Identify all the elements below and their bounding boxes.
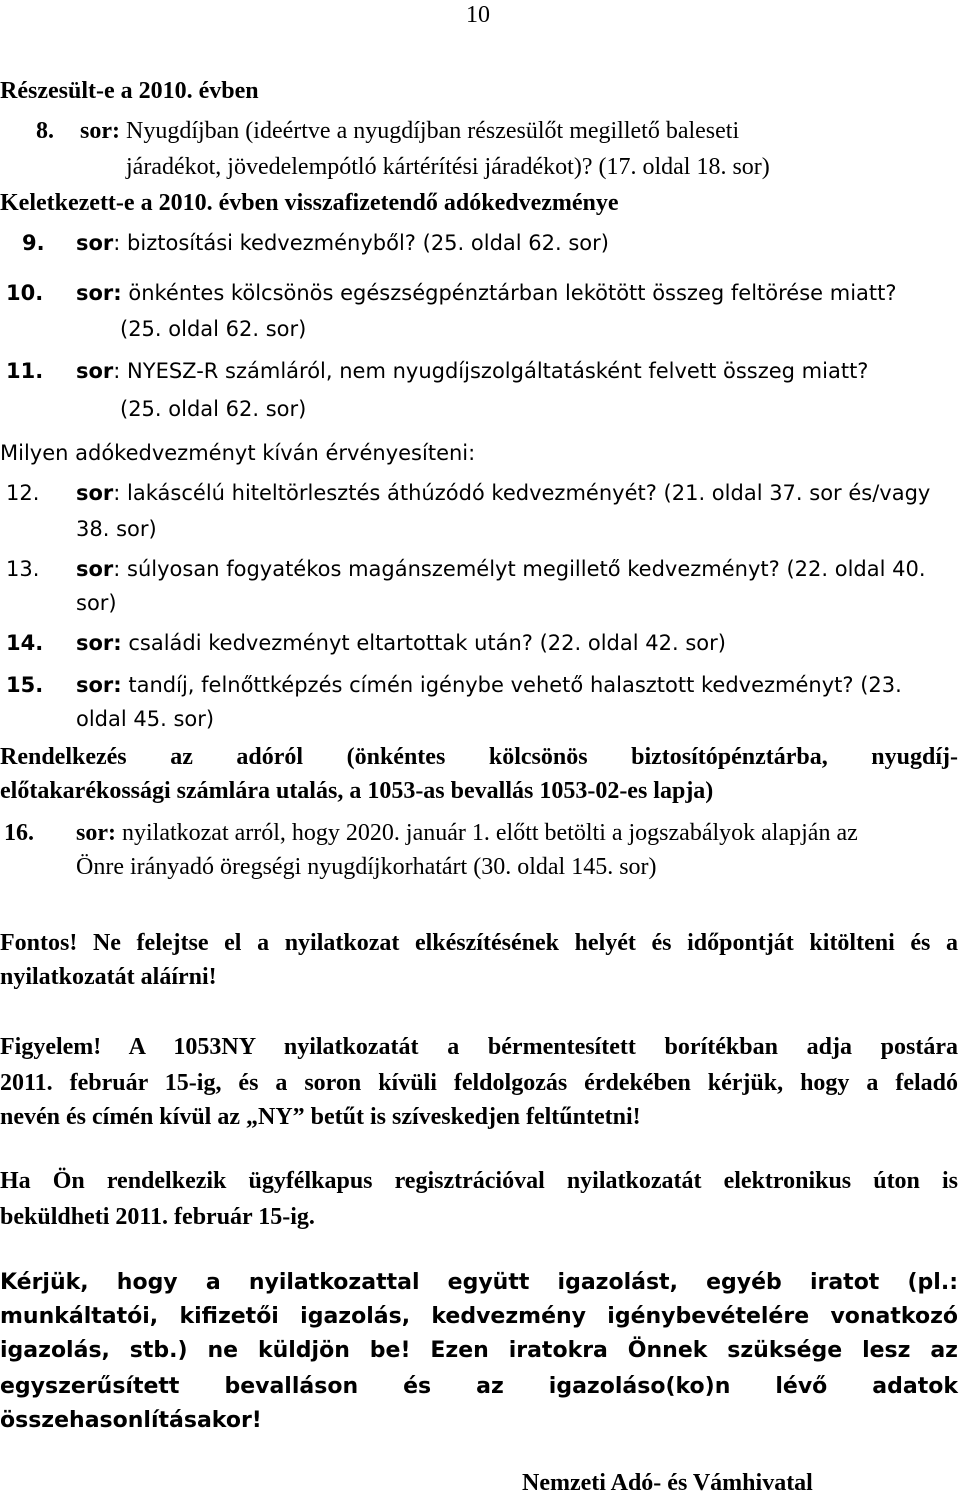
item-text: sor: nyilatkozat arról, hogy 2020. január 1. előtt betölti a jogszabályok alapján az	[76, 820, 858, 846]
list-item-11-continuation: (25. oldal 62. sor)	[120, 397, 307, 421]
item-text: sor: lakáscélú hiteltörlesztés áthúzódó kedvezményét? (21. oldal 37. sor és/vagy	[76, 481, 931, 505]
note-figyelem-line1: Figyelem! A 1053NY nyilatkozatát a bérmentesített borítékban adja postára	[0, 1034, 958, 1060]
note-ugyfelkapu-line1: Ha Ön rendelkezik ügyfélkapus regisztrációval nyilatkozatát elektronikus úton is	[0, 1168, 958, 1194]
item-number: 12.	[6, 481, 40, 505]
item-number: 11.	[6, 359, 44, 383]
note-ugyfelkapu-line2: beküldheti 2011. február 15-ig.	[0, 1204, 315, 1230]
section-heading-disposition-line2: előtakarékossági számlára utalás, a 1053-as bevallás 1053-02-es lapja)	[0, 778, 714, 804]
item-number: 16.	[4, 820, 34, 846]
item-number: 14.	[6, 631, 44, 655]
note-kerjuk-line3: igazolás, stb.) ne küldjön be! Ezen iratokra Önnek szüksége lesz az	[0, 1338, 958, 1363]
item-text: sor: családi kedvezményt eltartottak után? (22. oldal 42. sor)	[76, 631, 726, 655]
item-text: sor: Nyugdíjban (ideértve a nyugdíjban részesülőt megillető baleseti	[80, 118, 740, 144]
section-heading-disposition-line1: Rendelkezés az adóról (önkéntes kölcsönös biztosítópénztárba, nyugdíj-	[0, 744, 958, 770]
section-heading-repayable: Keletkezett-e a 2010. évben visszafizetendő adókedvezménye	[0, 190, 619, 216]
item-number: 10.	[6, 281, 44, 305]
item-number: 13.	[6, 557, 40, 581]
section-heading-claim: Milyen adókedvezményt kíván érvényesíteni:	[0, 441, 476, 465]
item-text: sor: tandíj, felnőttképzés címén igénybe vehető halasztott kedvezményt? (23.	[76, 673, 902, 697]
list-item-10-continuation: (25. oldal 62. sor)	[120, 317, 307, 341]
list-item-16-continuation: Önre irányadó öregségi nyugdíjkorhatárt (30. oldal 145. sor)	[76, 854, 657, 880]
note-kerjuk-line5: összehasonlításakor!	[0, 1408, 262, 1433]
note-figyelem-line3: nevén és címén kívül az „NY” betűt is szíveskedjen feltűntetni!	[0, 1104, 641, 1130]
section-heading-received: Részesült-e a 2010. évben	[0, 78, 259, 104]
note-kerjuk-line4: egyszerűsített bevalláson és az igazoláso(ko)n lévő adatok	[0, 1374, 958, 1399]
item-number: 9.	[22, 231, 45, 255]
signature-authority: Nemzeti Adó- és Vámhivatal	[522, 1470, 813, 1496]
note-figyelem-line2: 2011. február 15-ig, és a soron kívüli feldolgozás érdekében kérjük, hogy a feladó	[0, 1070, 958, 1096]
item-number: 8.	[36, 118, 54, 144]
item-text: sor: biztosítási kedvezményből? (25. oldal 62. sor)	[76, 231, 609, 255]
item-text: sor: önkéntes kölcsönös egészségpénztárban lekötött összeg feltörése miatt?	[76, 281, 897, 305]
note-kerjuk-line2: munkáltatói, kifizetői igazolás, kedvezmény igénybevételére vonatkozó	[0, 1304, 958, 1329]
item-text: sor: NYESZ-R számláról, nem nyugdíjszolgáltatásként felvett összeg miatt?	[76, 359, 869, 383]
list-item-13-continuation: sor)	[76, 591, 117, 615]
list-item-15-continuation: oldal 45. sor)	[76, 707, 215, 731]
item-number: 15.	[6, 673, 44, 697]
list-item-8-continuation: járadékot, jövedelempótló kártérítési járadékot)? (17. oldal 18. sor)	[126, 154, 770, 180]
list-item-12-continuation: 38. sor)	[76, 517, 157, 541]
note-kerjuk-line1: Kérjük, hogy a nyilatkozattal együtt igazolást, egyéb iratot (pl.:	[0, 1270, 958, 1295]
note-fontos-line1: Fontos! Ne felejtse el a nyilatkozat elkészítésének helyét és időpontját kitölteni és a	[0, 930, 958, 956]
item-text: sor: súlyosan fogyatékos magánszemélyt megillető kedvezményt? (22. oldal 40.	[76, 557, 926, 581]
note-fontos-line2: nyilatkozatát aláírni!	[0, 964, 217, 990]
page-number: 10	[466, 2, 490, 28]
